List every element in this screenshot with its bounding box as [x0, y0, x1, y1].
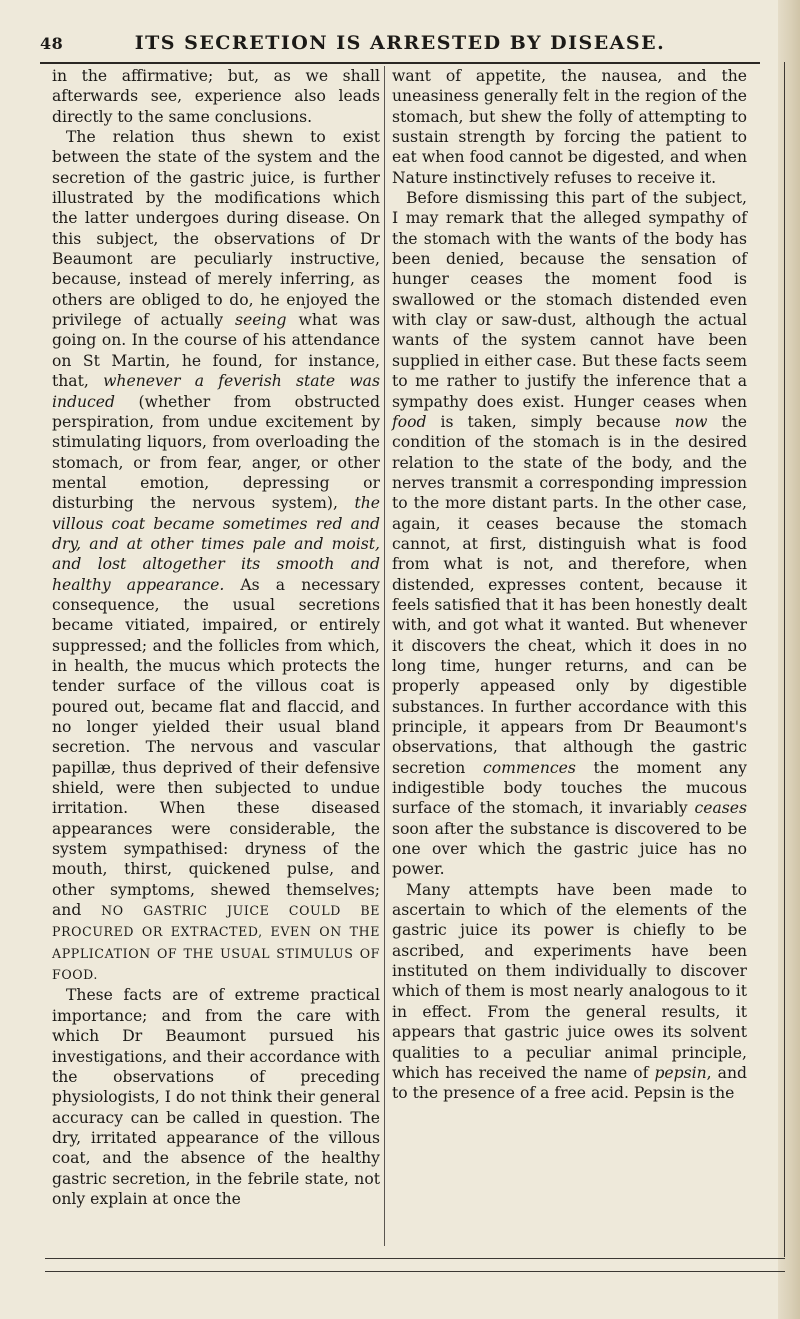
column-divider	[384, 66, 385, 1246]
italic-text: the villous coat became sometimes red and dry, and at other times pale and moist, and lost altogether its smooth and healthy appearance.	[52, 494, 380, 594]
italic-text: whenever a feverish state was induced	[52, 372, 380, 411]
italic-text: now	[674, 412, 708, 431]
page-header	[40, 24, 760, 64]
italic-text: food	[392, 412, 427, 431]
italic-text: commences	[482, 758, 576, 777]
right-column	[392, 66, 747, 1104]
paragraph: The relation thus shewn to exist between the state of the system and the secretion of the gastric juice, is further illustrated by the modifications which the latter undergoes during disease. On this subject, the observations of Dr Beaumont are peculiarly instructive, because, instead of merely inferring, as others are obliged to do, he enjoyed the privilege of actually seeing what was going on. In the course of his attendance on St Martin, he found, for instance, that, whenever a feverish state was induced (whether from obstructed perspiration, from undue excitement by stimulating liquors, from overloading the stomach, or from fear, anger, or other mental emotion, depressing or disturbing the nervous system), the villous coat became sometimes red and dry, and at other times pale and moist, and lost altogether its smooth and healthy appearance. As a necessary consequence, the usual secretions became vitiated, impaired, or entirely suppressed; and the follicles from which, in health, the mucus which protects the tender surface of the villous coat is poured out, became flat and flaccid, and no longer yielded their usual bland secretion. The nervous and vascular papillæ, thus deprived of their defensive shield, were then subjected to undue irritation. When these diseased appearances were considerable, the system sympathised: dryness of the mouth, thirst, quickened pulse, and other symptoms, shewed themselves; and NO GASTRIC JUICE COULD BE PROCURED OR EXTRACTED, EVEN ON THE APPLICATION OF THE USUAL STIMULUS OF FOOD.	[52, 128, 381, 983]
bottom-rule	[45, 1258, 785, 1272]
small-caps-text: NO GASTRIC JUICE COULD BE PROCURED OR EXTRACTED, EVEN ON THE APPLICATION OF THE USUAL STIMULUS OF FOOD.	[52, 903, 380, 983]
paragraph: in the affirmative; but, as we shall afterwards see, experience also leads directly to the same conclusions.	[52, 67, 380, 126]
italic-text: seeing	[235, 311, 287, 330]
paragraph: These facts are of extreme practical importance; and from the care with which Dr Beaumont pursued his investigations, and their accordance with the observations of preceding physiologists, I do not think their general accuracy can be called in question. The dry, irritated appearance of the villous coat, and the absence of the healthy gastric secretion, in the febrile state, not only explain at once the	[52, 986, 380, 1208]
italic-text: pepsin	[654, 1063, 707, 1082]
italic-text: ceases	[694, 799, 747, 818]
paragraph: Many attempts have been made to ascertain to which of the elements of the gastric juice its power is chiefly to be ascribed, and experiments have been instituted on them individually to discover which of them is most nearly analogous to it in effect. From the general results, it appears that gastric juice owes its solvent qualities to a peculiar animal principle, which has received the name of pepsin, and to the presence of a free acid. Pepsin is the	[392, 880, 747, 1103]
running-head: ITS SECRETION IS ARRESTED BY DISEASE.	[134, 32, 666, 54]
page-number: 48	[40, 34, 64, 53]
paragraph: Before dismissing this part of the subject, I may remark that the alleged sympathy of the stomach with the wants of the body has been denied, because the sensation of hunger ceases the moment food is swallowed or the stomach distended even with clay or saw-dust, although the actual wants of the system cannot have been supplied in either case. But these facts seem to me rather to justify the inference that a sympathy does exist. Hunger ceases when food is taken, simply because now the condition of the stomach is in the desired relation to the state of the body, and the nerves transmit a corresponding impression to the more distant parts. In the other case, again, it ceases because the stomach cannot, at first, distinguish what is food from what is not, and therefore, when distended, expresses content, because it feels satisfied that it has been honestly dealt with, and got what it wanted. But whenever it discovers the cheat, which it does in no long time, hunger returns, and can be properly appeased only by digestible substances. In further accordance with this principle, it appears from Dr Beaumont's observations, that although the gastric secretion commences the moment any indigestible body touches the mucous surface of the stomach, it invariably ceases soon after the substance is discovered to be one over which the gastric juice has no power.	[392, 189, 747, 879]
left-column	[52, 66, 380, 1209]
paragraph: want of appetite, the nausea, and the uneasiness generally felt in the region of the stomach, but shew the folly of attempting to sustain strength by forcing the patient to eat when food cannot be digested, and when Nature instinctively refuses to receive it.	[392, 67, 747, 187]
